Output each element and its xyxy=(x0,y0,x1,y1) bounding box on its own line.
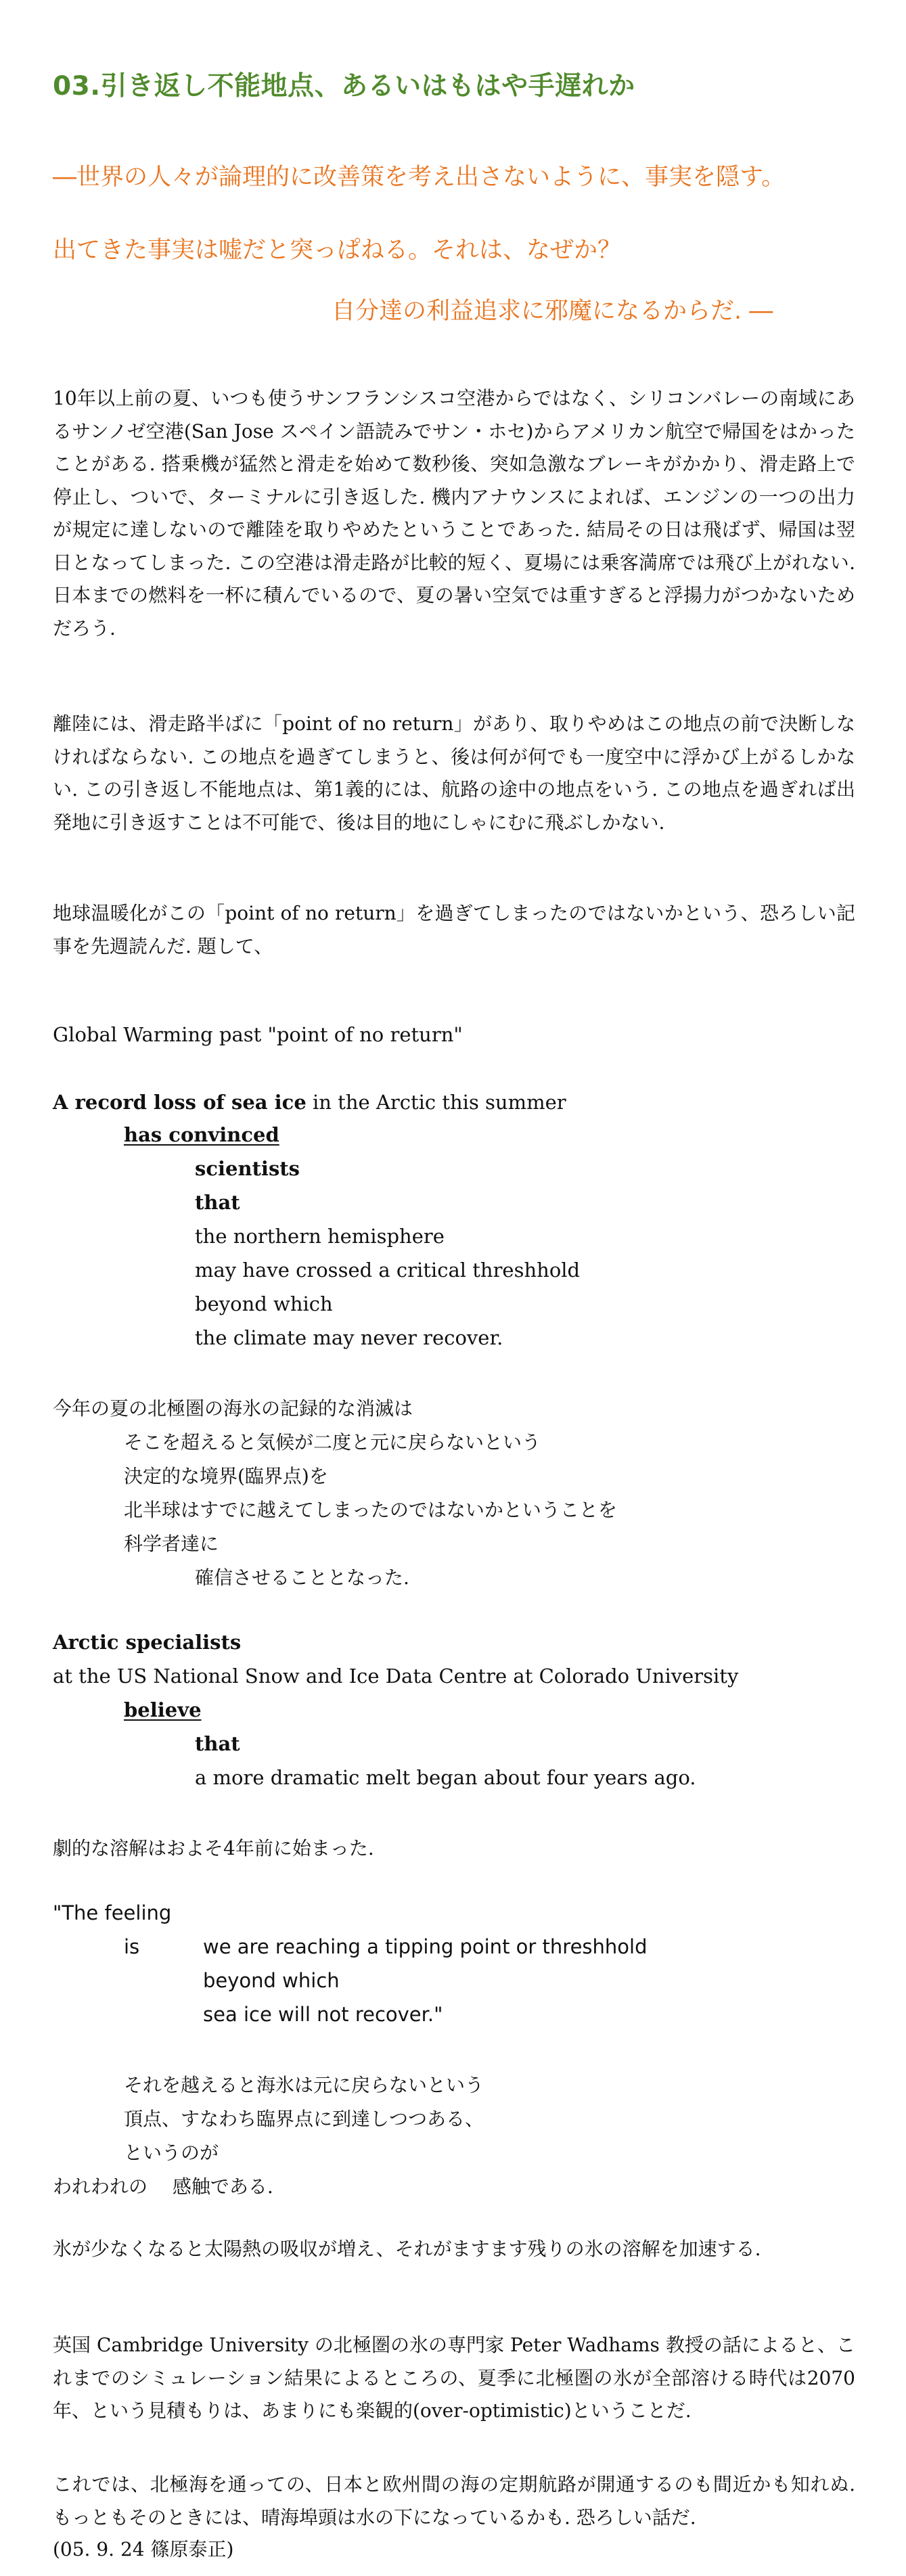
paragraph-point-of-no-return: 離陸には、滑走路半ばに「point of no return」があり、取りやめはこの地点の前で決断しなければならない. この地点を過ぎてしまうと、後は何が何でも一度空中に浮かび上がるしかない. この引き返し不能地点は、第1義的には、航路の途中の地点をいう. この地点を過ぎれば出発地に引き返すことは不可能で、後は目的地にしゃにむに飛ぶしかない. xyxy=(53,713,855,834)
excerpt1-verb: has convinced xyxy=(124,1123,279,1146)
translation3-line-2: 頂点、すなわち臨界点に到達しつつある、 xyxy=(124,2108,484,2130)
excerpt2-clause: a more dramatic melt began about four years ago. xyxy=(195,1766,696,1789)
excerpt1-clause-3: beyond which xyxy=(195,1292,333,1315)
article-title: 03.引き返し不能地点、あるいはもはや手遅れか xyxy=(53,71,635,101)
excerpt2-verb: believe xyxy=(124,1698,202,1721)
translation1-line-1: 今年の夏の北極圏の海氷の記録的な消滅は xyxy=(53,1397,413,1420)
translation1-line-6: 確信させることとなった. xyxy=(195,1566,409,1589)
excerpt1-clause-4: the climate may never recover. xyxy=(195,1326,503,1349)
subtitle-line-1: ―世界の人々が論理的に改善策を考え出さないように、事実を隠す。 xyxy=(53,164,786,191)
quote-is: is xyxy=(124,1935,140,1958)
closing-paragraph-1: 氷が少なくなると太陽熱の吸収が増え、それがますます残りの氷の溶解を加速する. xyxy=(53,2238,761,2260)
translation1-line-4: 北半球はすでに越えてしまったのではないかということを xyxy=(124,1499,617,1521)
excerpt1-subject xyxy=(53,1091,566,1114)
date-author: (05. 9. 24 篠原泰正) xyxy=(53,2538,234,2560)
quote-open: "The feeling xyxy=(53,1901,172,1924)
subtitle-line-3: 自分達の利益追求に邪魔になるからだ. ― xyxy=(332,298,773,325)
translation1-line-3: 決定的な境界(臨界点)を xyxy=(124,1465,328,1487)
translation3-line-4: われわれの 感触である. xyxy=(53,2175,273,2198)
paragraph-global-warming-intro: 地球温暖化がこの「point of no return」を過ぎてしまったのではないかという、恐ろしい記事を先週読んだ. 題して、 xyxy=(53,902,855,957)
quote-line-2: beyond which xyxy=(203,1969,340,1992)
closing-paragraph-2: 英国 Cambridge University の北極圏の氷の専門家 Peter Wadhams 教授の話によると、これまでのシミュレーション結果によるところの、夏季に北極圏の氷が全部溶ける時代は2070年、という見積もりは、あまりにも楽観的(over-optimistic)ということだ. xyxy=(53,2334,855,2422)
excerpt1-clause-1: the northern hemisphere xyxy=(195,1225,445,1248)
subtitle-line-2: 出てきた事実は嘘だと突っぱねる。それは、なぜか？ xyxy=(53,237,622,264)
quote-line-3: sea ice will not recover." xyxy=(203,2003,443,2026)
translation3-line-1: それを越えると海氷は元に戻らないという xyxy=(124,2074,484,2096)
closing-paragraph-3: これでは、北極海を通っての、日本と欧州間の海の定期航路が開通するのも間近かも知れぬ. もっともそのときには、晴海埠頭は水の下になっているかも. 恐ろしい話だ. xyxy=(53,2473,855,2529)
excerpt1-that: that xyxy=(195,1191,240,1214)
translation2: 劇的な溶解はおよそ4年前に始まった. xyxy=(53,1837,374,1859)
translation1-line-5: 科学者達に xyxy=(124,1533,219,1555)
excerpt1-clause-2: may have crossed a critical threshhold xyxy=(195,1259,581,1282)
quote-line-1: we are reaching a tipping point or threshhold xyxy=(203,1935,648,1958)
translation1-line-2: そこを超えると気候が二度と元に戻らないという xyxy=(124,1431,541,1453)
translation3-line-3: というのが xyxy=(124,2142,219,2164)
article-headline: Global Warming past "point of no return" xyxy=(53,1023,463,1046)
excerpt1-subject-bold: A record loss of sea ice xyxy=(53,1091,307,1114)
excerpt1-subject-rest: in the Arctic this summer xyxy=(306,1091,566,1114)
excerpt2-subject: Arctic specialists xyxy=(53,1631,242,1654)
excerpt2-that: that xyxy=(195,1732,240,1755)
excerpt2-place: at the US National Snow and Ice Data Centre at Colorado University xyxy=(53,1665,739,1688)
excerpt1-object: scientists xyxy=(195,1157,300,1180)
paragraph-airport-story: 10年以上前の夏、いつも使うサンフランシスコ空港からではなく、シリコンバレーの南域にあるサンノゼ空港(San Jose スペイン語読みでサン・ホセ)からアメリカン航空で帰国をはかったことがある. 搭乗機が猛然と滑走を始めて数秒後、突如急激なブレーキがかかり、滑走路上で停止し、ついで、ターミナルに引き返した. 機内アナウンスによれば、エンジンの一つの出力が規定に達しないので離陸を取りやめたということであった. 結局その日は飛ばず、帰国は翌日となってしまった. この空港は滑走路が比較的短く、夏場には乗客満席では飛び上がれない. 日本までの燃料を一杯に積んでいるので、夏の暑い空気では重すぎると浮揚力がつかないためだろう. xyxy=(53,387,855,639)
